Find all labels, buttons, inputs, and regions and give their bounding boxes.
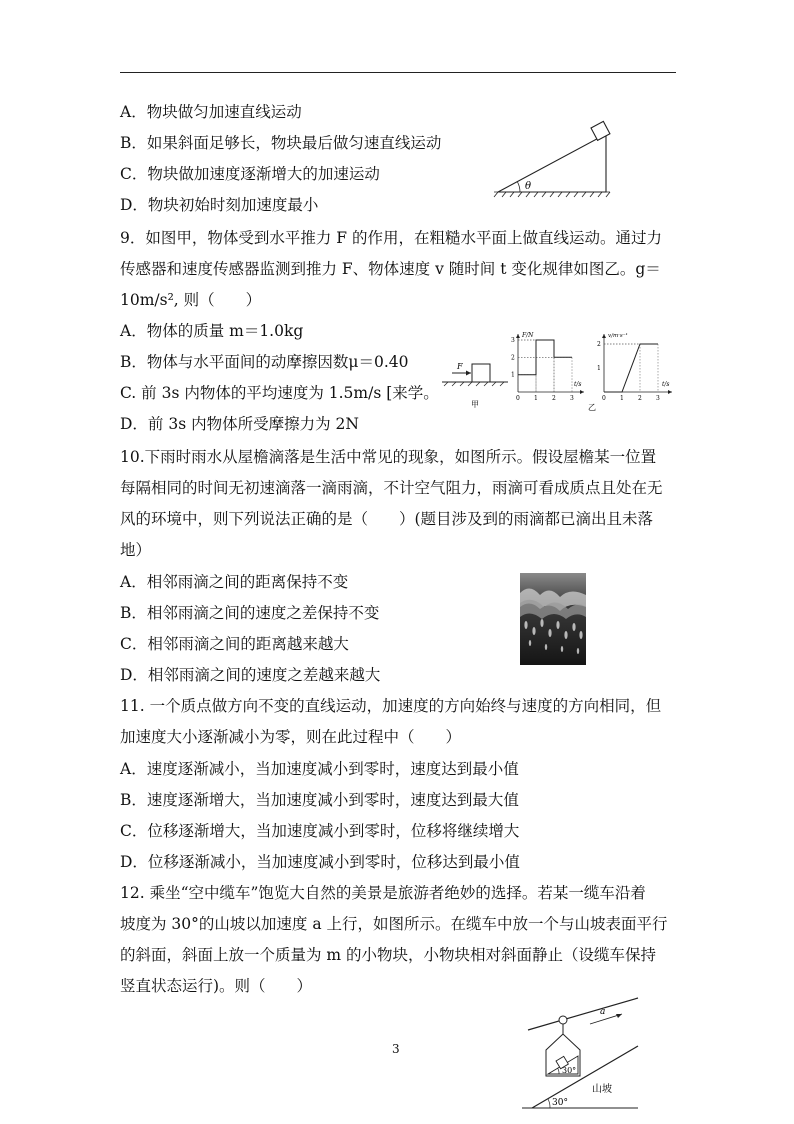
accel-label: a	[600, 1007, 606, 1017]
angle-arc	[518, 182, 521, 192]
q9-stem-1: 9．如图甲，物体受到水平推力 F 的作用，在粗糙水平面上做直线运动。通过力	[120, 229, 662, 247]
ground-hatch	[494, 192, 610, 197]
q12-stem-2: 坡度为 30°的山坡以加速度 a 上行，如图所示。在缆车中放一个与山坡表面平行	[120, 915, 668, 933]
ft-y-tick-label: 1	[511, 371, 515, 379]
inner-angle-label: 30°	[562, 1066, 577, 1075]
vt-y-tick-label: 1	[597, 365, 601, 372]
jia-label: 甲	[471, 400, 479, 409]
vt-y-axis-label: v/m·s⁻¹	[608, 333, 628, 339]
q10-option-c: C．相邻雨滴之间的距离越来越大	[120, 635, 349, 653]
ft-y-axis-label: F/N	[522, 332, 534, 339]
incline-figure	[490, 118, 620, 200]
q12-stem-3: 的斜面，斜面上放一个质量为 m 的小物块，小物块相对斜面静止（设缆车保持	[120, 946, 657, 964]
q11-option-b: B．速度逐渐增大，当加速度减小到零时，速度达到最大值	[120, 791, 519, 809]
force-label: F	[457, 362, 463, 371]
q9-option-c: C. 前 3s 内物体的平均速度为 1.5m/s [来学。	[120, 384, 439, 402]
q11-stem-1: 11. 一个质点做方向不变的直线运动，加速度的方向始终与速度的方向相同，但	[120, 697, 662, 715]
q10-stem-4: 地）	[120, 541, 152, 559]
figure-jia	[440, 356, 510, 412]
vt-x-tick-label: 1	[620, 395, 624, 402]
q9-option-a: A．物体的质量 m＝1.0kg	[120, 322, 304, 340]
ft-x-tick-label: 0	[516, 395, 520, 402]
q11-option-c: C．位移逐渐增大，当加速度减小到零时，位移将继续增大	[120, 822, 520, 840]
ft-x-tick-label: 3	[570, 395, 574, 402]
block	[591, 121, 610, 140]
incline-triangle	[498, 134, 606, 192]
page-number: 3	[392, 1042, 400, 1056]
vt-x-tick-label: 0	[602, 395, 606, 402]
vt-x-axis-label: t/s	[662, 381, 670, 388]
q10-option-d: D．相邻雨滴之间的速度之差越来越大	[120, 666, 381, 684]
q12-stem-1: 12. 乘坐“空中缆车”饱览大自然的美景是旅游者绝妙的选择。若某一缆车沿着	[120, 884, 646, 902]
pulley	[559, 1016, 567, 1024]
q11-stem-2: 加速度大小逐渐减小为零，则在此过程中（ ）	[120, 728, 462, 746]
q8-option-c: C．物块做加速度逐渐增大的加速运动	[120, 165, 380, 183]
ft-x-tick-label: 1	[534, 395, 538, 402]
vt-y-tick-label: 2	[597, 341, 601, 348]
rain-eaves-photo	[520, 573, 586, 665]
yi-label: 乙	[588, 403, 596, 412]
box-block	[472, 364, 490, 382]
ft-y-tick-label: 2	[511, 354, 515, 362]
q10-option-b: B．相邻雨滴之间的速度之差保持不变	[120, 604, 380, 622]
q8-option-b: B．如果斜面足够长，物块最后做匀速直线运动	[120, 134, 442, 152]
vt-series-line	[604, 344, 658, 392]
slope-label: 山坡	[592, 1084, 612, 1095]
ft-x-tick-label: 2	[552, 395, 556, 402]
header-rule	[120, 72, 676, 73]
q9-option-d: D．前 3s 内物体所受摩擦力为 2N	[120, 415, 359, 433]
q10-option-a: A．相邻雨滴之间的距离保持不变	[120, 573, 349, 591]
angle-theta-label: θ	[525, 181, 532, 192]
q10-stem-2: 每隔相同的时间无初速滴落一滴雨滴，不计空气阻力，雨滴可看成质点且处在无	[120, 479, 663, 497]
ft-chart	[511, 332, 584, 402]
vt-chart	[597, 332, 672, 402]
q9-stem-3: 10m/s², 则（ ）	[120, 291, 262, 309]
q11-option-a: A．速度逐渐减小，当加速度减小到零时，速度达到最小值	[120, 760, 519, 778]
q8-option-a: A．物块做匀加速直线运动	[120, 103, 302, 121]
q9-option-b: B．物体与水平面间的动摩擦因数μ＝0.40	[120, 353, 409, 371]
vt-x-tick-label: 2	[638, 395, 642, 402]
q8-option-d: D．物块初始时刻加速度最小	[120, 196, 319, 214]
q10-stem-3: 风的环境中，则下列说法正确的是（ ）(题目涉及到的雨滴都已滴出且未落	[120, 510, 654, 528]
outer-angle-label: 30°	[552, 1098, 568, 1108]
ft-y-tick-label: 3	[511, 337, 515, 344]
q9-stem-2: 传感器和速度传感器监测到推力 F、物体速度 v 随时间 t 变化规律如图乙。g＝	[120, 260, 661, 278]
ft-x-axis-label: t/s	[574, 381, 582, 388]
q11-option-d: D．位移逐渐减小，当加速度减小到零时，位移达到最小值	[120, 853, 520, 871]
q12-stem-4: 竖直状态运行)。则（ ）	[120, 977, 313, 995]
vt-x-tick-label: 3	[656, 395, 660, 402]
q10-stem-1: 10.下雨时雨水从屋檐滴落是生活中常见的现象，如图所示。假设屋檐某一位置	[120, 448, 657, 466]
figure-yi-graphs	[508, 330, 684, 412]
cable-car-figure	[518, 994, 642, 1112]
